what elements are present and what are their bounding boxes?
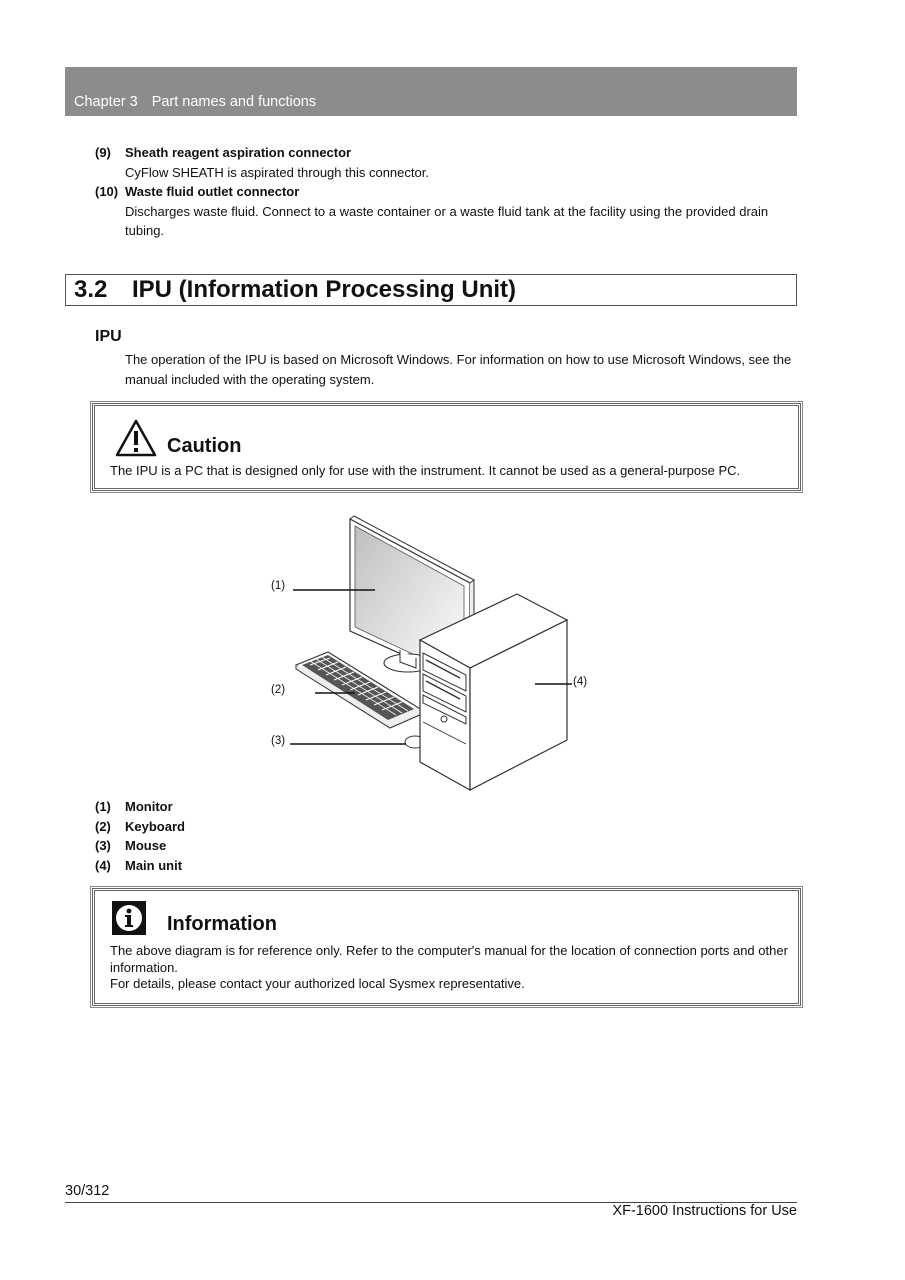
information-line-2: For details, please contact your authorized local Sysmex representative.	[110, 976, 525, 991]
header-text	[74, 94, 316, 110]
item-description: Discharges waste fluid. Connect to a waste container or a waste fluid tank at the facility using the provided drain tubing.	[125, 203, 769, 238]
list-item	[95, 143, 800, 163]
list-item	[95, 836, 185, 856]
chapter-header	[65, 67, 797, 116]
information-line-1: The above diagram is for reference only. Refer to the computer's manual for the location of connection ports and other information.	[110, 943, 788, 975]
information-text	[110, 943, 790, 993]
list-item	[95, 856, 185, 876]
item-label: Keyboard	[125, 818, 185, 834]
item-number: (2)	[95, 818, 111, 834]
page-number: 30/312	[65, 1183, 110, 1199]
item-number: (4)	[95, 858, 111, 874]
computer-illustration	[260, 510, 600, 795]
item-label: Waste fluid outlet connector	[125, 184, 300, 199]
item-label: Mouse	[125, 838, 167, 854]
item-number: (1)	[95, 799, 111, 814]
info-icon	[112, 901, 146, 935]
section-number: 3.2	[74, 276, 108, 303]
parts-list	[95, 797, 185, 876]
caution-heading: Caution	[167, 435, 242, 457]
intro-paragraph: The operation of the IPU is based on Microsoft Windows. For information on how to use Microsoft Windows, see the manual included with the operating system.	[125, 352, 792, 387]
document-title: XF-1600 Instructions for Use	[612, 1203, 797, 1219]
callout-4: (4)	[573, 676, 588, 688]
list-item	[95, 797, 185, 817]
callout-2: (2)	[271, 684, 286, 696]
item-label: Main unit	[125, 858, 183, 874]
callout-1: (1)	[271, 580, 286, 592]
ipu-diagram	[260, 510, 600, 795]
callout-3: (3)	[271, 735, 286, 747]
item-number: (10)	[95, 184, 119, 199]
information-box	[92, 888, 801, 1006]
item-label: Sheath reagent aspiration connector	[125, 145, 352, 160]
item-number: (9)	[95, 145, 111, 160]
section-heading	[65, 274, 797, 306]
connector-list	[95, 143, 800, 241]
list-item	[95, 182, 800, 202]
subheading: IPU	[95, 328, 122, 345]
item-description: CyFlow SHEATH is aspirated through this connector.	[125, 164, 429, 180]
information-heading: Information	[167, 913, 277, 935]
warning-triangle-icon	[115, 419, 157, 457]
caution-box	[92, 403, 801, 491]
section-title: IPU (Information Processing Unit)	[132, 276, 517, 303]
item-number: (3)	[95, 838, 111, 854]
chapter-number: Chapter 3	[74, 94, 138, 110]
chapter-title: Part names and functions	[151, 94, 317, 110]
caution-text: The IPU is a PC that is designed only for use with the instrument. It cannot be used as a general-purpose PC.	[110, 463, 741, 478]
item-label: Monitor	[125, 799, 173, 814]
list-item	[95, 817, 185, 837]
